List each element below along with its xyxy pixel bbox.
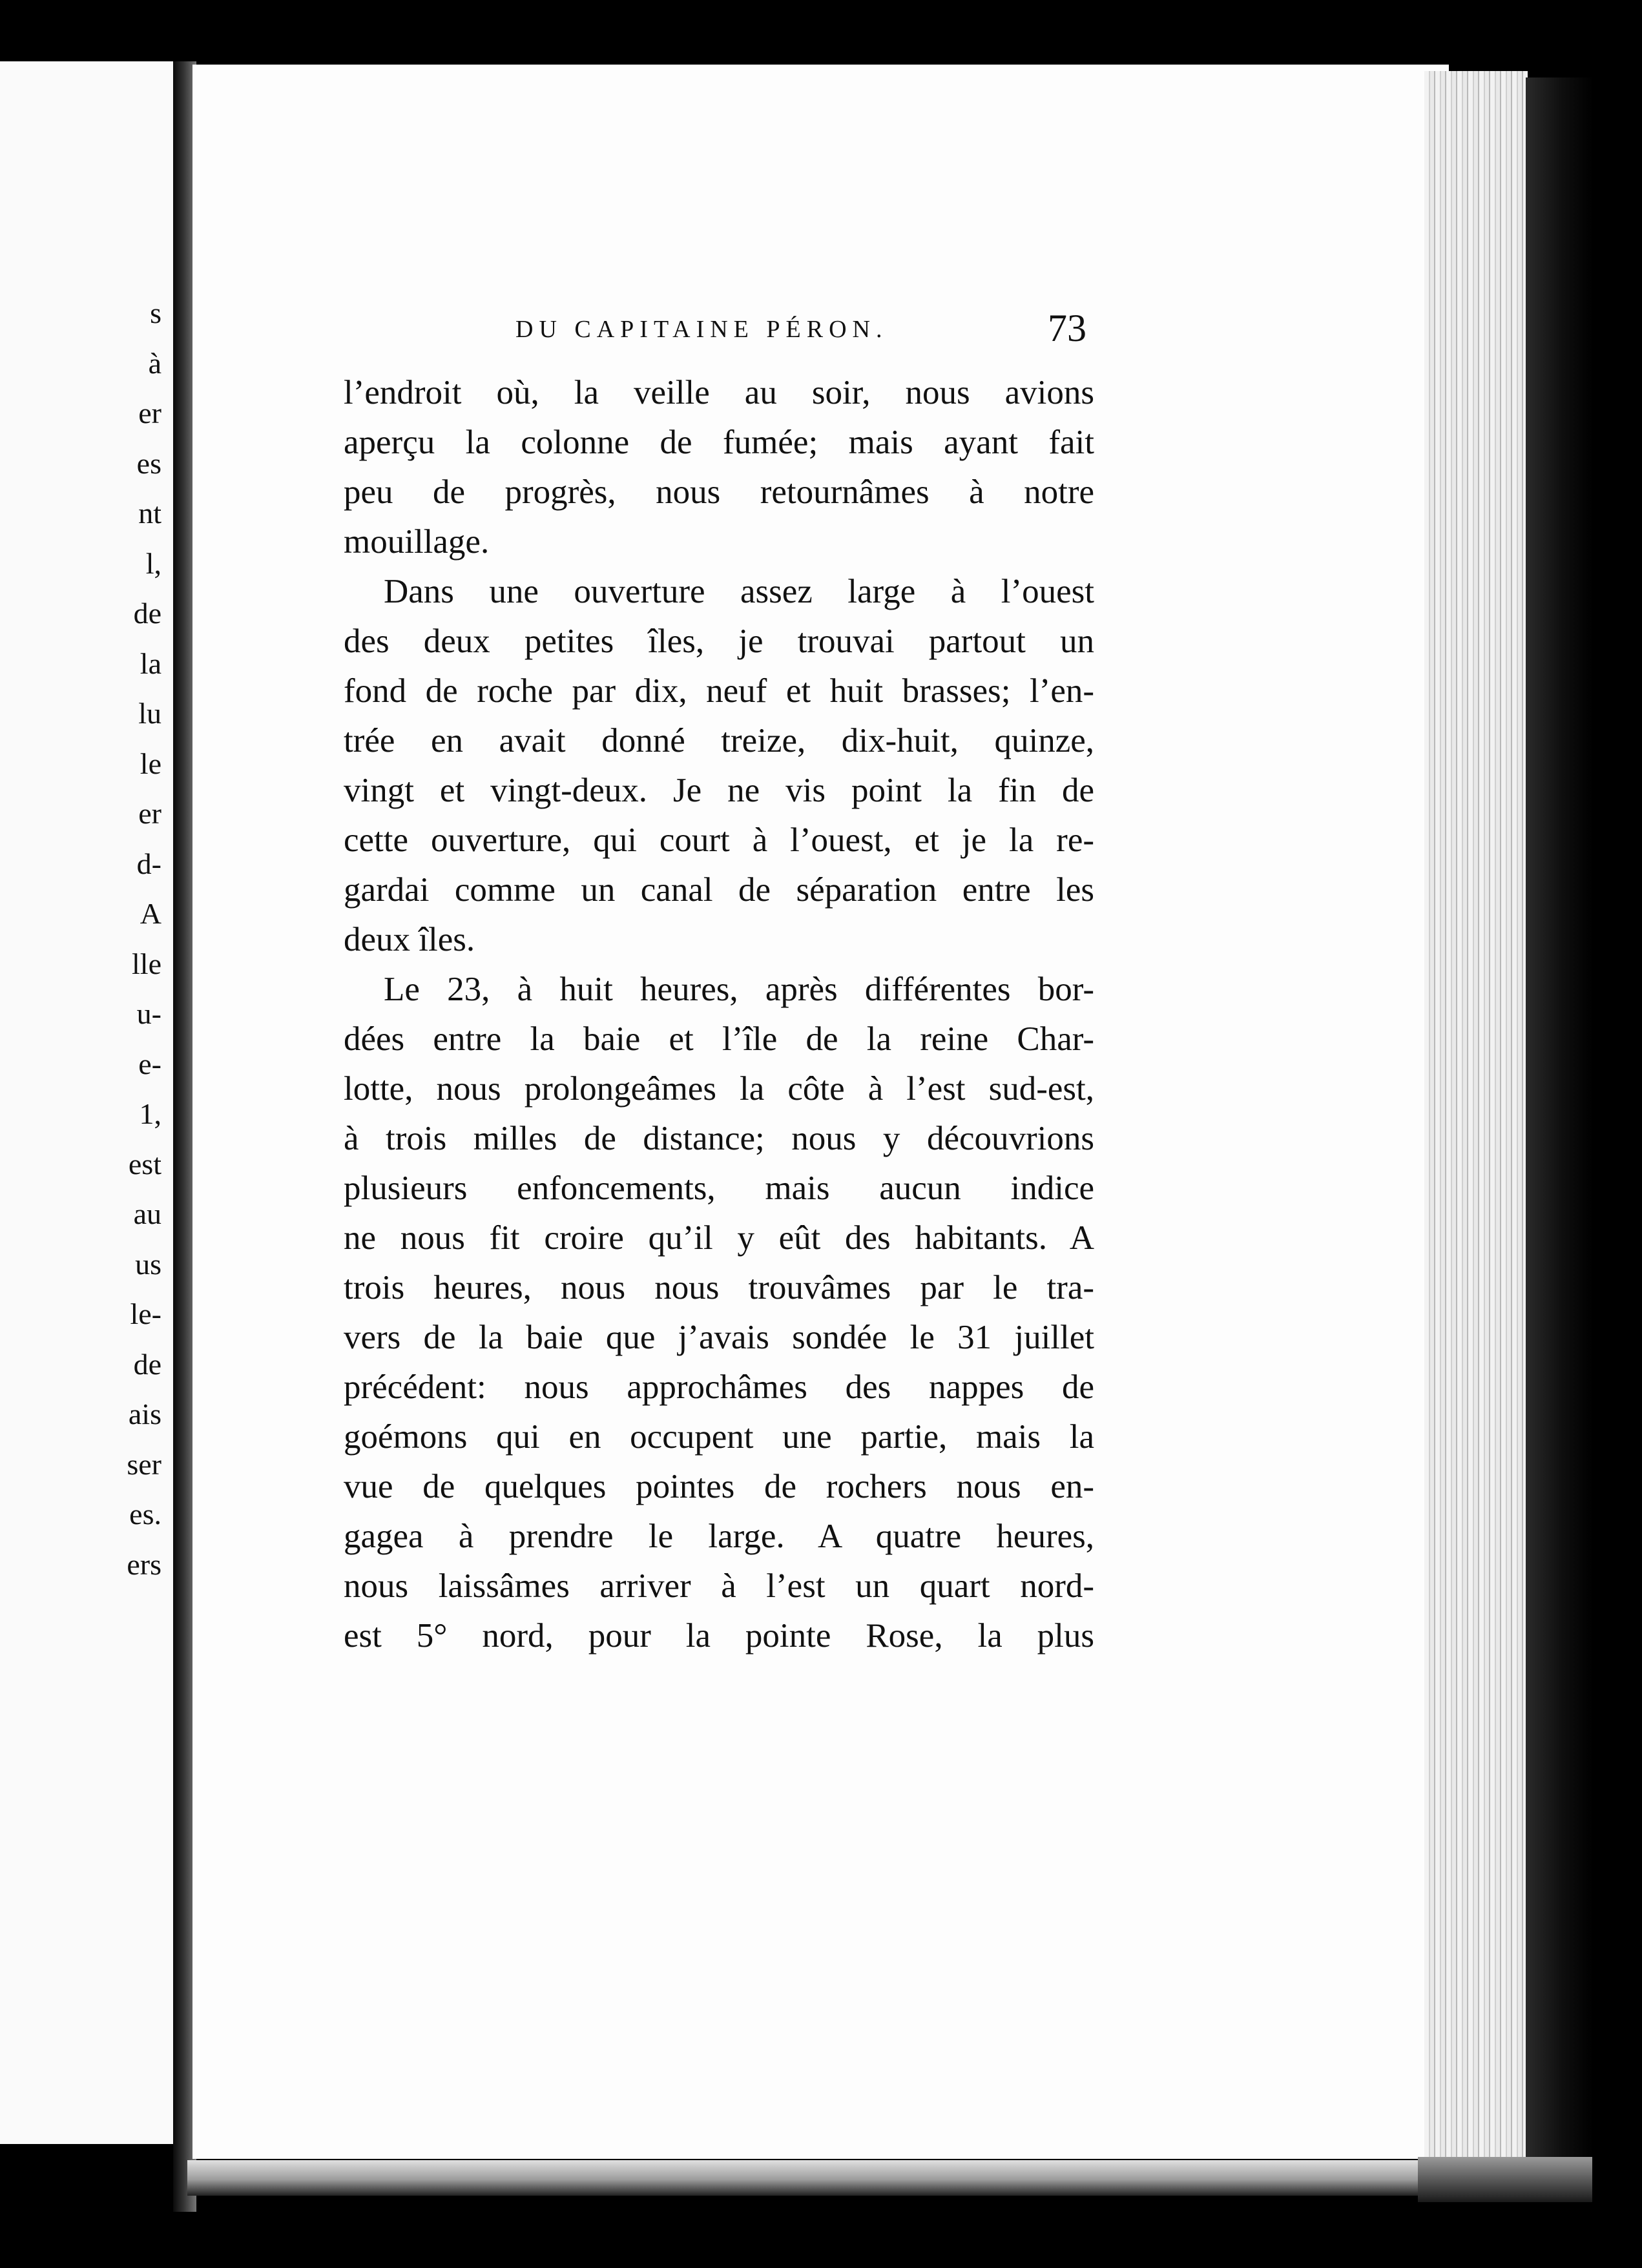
left-page-fragment: ser (127, 1447, 161, 1481)
text-line: précédent: nous approchâmes des nappes de (344, 1368, 1094, 1406)
text-line: deux îles. (344, 921, 475, 958)
text-line: peu de progrès, nous retournâmes à notre (344, 473, 1094, 511)
text-line: est 5° nord, pour la pointe Rose, la plus (344, 1617, 1094, 1655)
left-page-fragment: er (138, 397, 161, 429)
left-page-fragment: nt (138, 497, 161, 530)
left-page-fragment: lle (132, 947, 161, 980)
left-page-fragment: ers (127, 1547, 161, 1581)
text-line: dées entre la baie et l’île de la reine Char- (344, 1020, 1094, 1058)
text-line: ne nous fit croire qu’il y eût des habitants. A (344, 1219, 1094, 1257)
text-line: trée en avait donné treize, dix-huit, quinze, (344, 722, 1094, 759)
text-line: aperçu la colonne de fumée; mais ayant fait (344, 424, 1094, 461)
left-page-fragment: à (148, 346, 161, 380)
left-page-fragment: de (133, 1347, 161, 1381)
text-line: plusieurs enfoncements, mais aucun indice (344, 1170, 1094, 1207)
text-line: cette ouverture, qui court à l’ouest, et je la re- (344, 821, 1094, 859)
page-number: 73 (1048, 307, 1086, 349)
running-head: DU CAPITAINE PÉRON. (515, 316, 888, 343)
left-page-fragment: us (135, 1247, 161, 1281)
text-line: l’endroit où, la veille au soir, nous avions (344, 374, 1094, 411)
text-line: Le 23, à huit heures, après différentes bor- (384, 971, 1094, 1008)
text-line: à trois milles de distance; nous y découvrions (344, 1120, 1094, 1157)
left-page-fragment: le- (130, 1297, 161, 1330)
left-page-fragment: le (140, 747, 161, 780)
text-line: fond de roche par dix, neuf et huit brasses; l’en- (344, 672, 1094, 710)
text-line: mouillage. (344, 523, 490, 561)
body-text (344, 368, 1094, 1661)
text-line: vue de quelques pointes de rochers nous en- (344, 1468, 1094, 1505)
left-page-fragment: s (150, 296, 161, 329)
text-line: Dans une ouverture assez large à l’ouest (384, 573, 1094, 610)
text-line: nous laissâmes arriver à l’est un quart nord- (344, 1567, 1094, 1605)
text-line: vers de la baie que j’avais sondée le 31 juillet (344, 1319, 1094, 1356)
text-line: trois heures, nous nous trouvâmes par le tra- (344, 1269, 1094, 1306)
left-page-fragment: au (133, 1197, 161, 1230)
text-line: des deux petites îles, je trouvai partout un (344, 623, 1094, 660)
text-line: vingt et vingt-deux. Je ne vis point la fin de (344, 772, 1094, 809)
page-bottom-edge (187, 2160, 1447, 2196)
left-page-fragment: u- (136, 997, 161, 1030)
left-page-fragment: e- (138, 1047, 161, 1080)
text-line: lotte, nous prolongeâmes la côte à l’est sud-est, (344, 1070, 1094, 1108)
book-cover-edge (1526, 77, 1594, 2163)
left-page-fragment: es (136, 446, 161, 480)
left-page-fragment: 1, (139, 1097, 161, 1130)
text-line: gagea à prendre le large. A quatre heures, (344, 1518, 1094, 1555)
left-page-fragment: est (128, 1147, 161, 1180)
left-page-fragment: l, (145, 546, 161, 580)
text-line: goémons qui en occupent une partie, mais la (344, 1418, 1094, 1456)
left-facing-page (0, 61, 178, 2144)
left-page-fragment: de (133, 597, 161, 630)
left-page-fragment: er (138, 797, 161, 830)
left-page-fragment: lu (138, 697, 161, 730)
left-page-fragment: A (140, 897, 161, 930)
page-edges (1424, 71, 1528, 2167)
left-page-fragment: es. (129, 1498, 161, 1531)
left-page-fragment: la (140, 646, 161, 680)
corner-shadow (1418, 2157, 1592, 2202)
left-page-fragment: d- (136, 847, 161, 880)
text-line: gardai comme un canal de séparation entre les (344, 871, 1094, 909)
left-page-fragment: ais (128, 1397, 161, 1430)
